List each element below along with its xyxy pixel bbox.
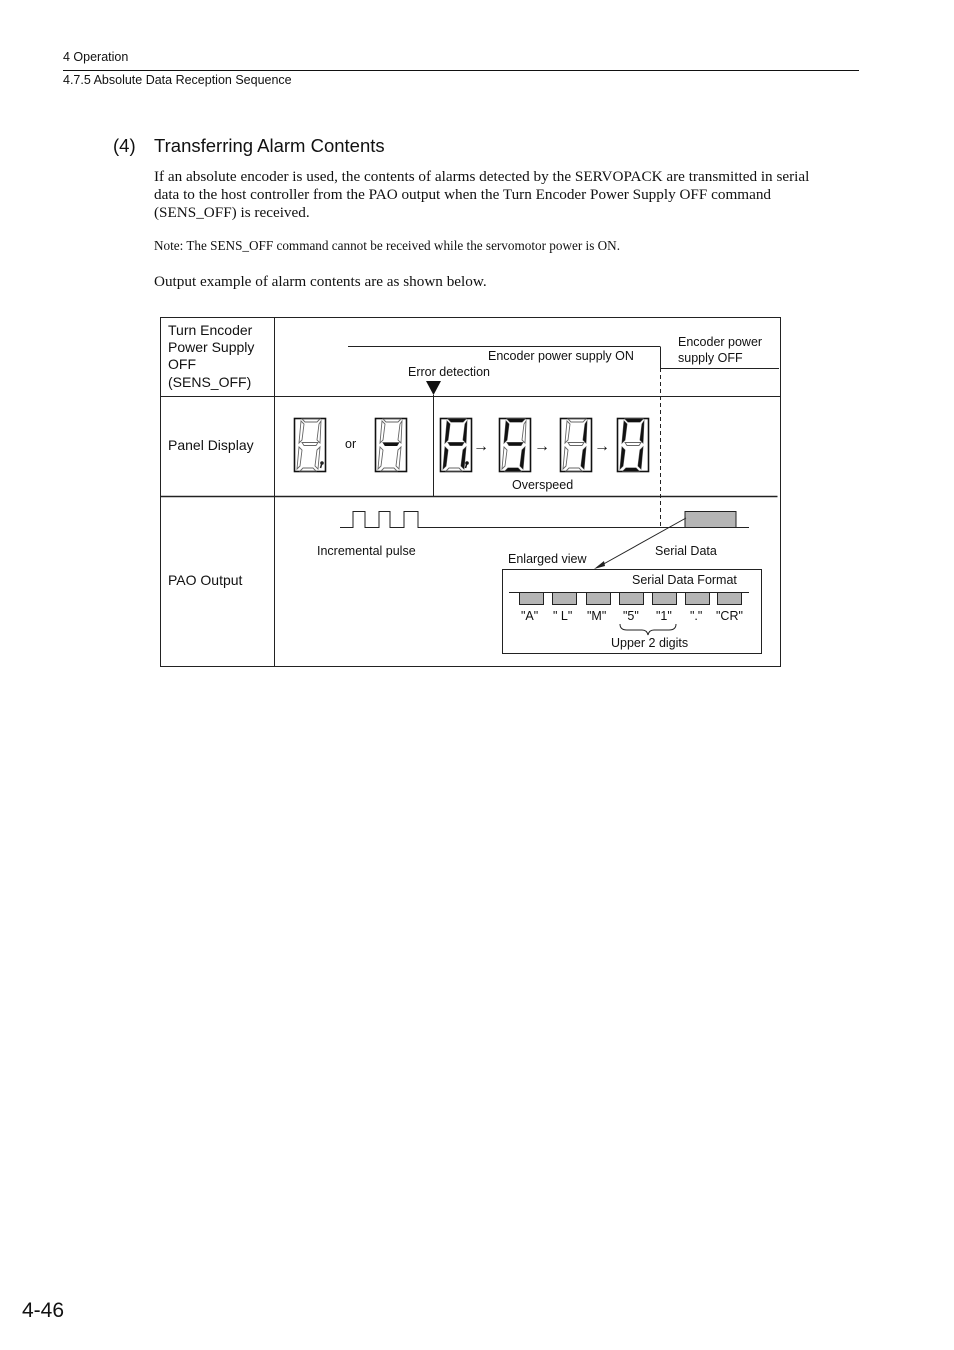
- encoder-on-label: Encoder power supply ON: [488, 349, 634, 363]
- paragraph-line-3: (SENS_OFF) is received.: [154, 203, 310, 221]
- upper-digits-label: Upper 2 digits: [611, 636, 689, 650]
- incremental-pulse-waveform: [340, 512, 685, 528]
- digit-display-1b: [561, 419, 592, 472]
- arrow-3: →: [594, 438, 610, 455]
- or-label: or: [345, 437, 357, 451]
- note-text: Note: The SENS_OFF command cannot be received while the servomotor power is ON.: [154, 238, 620, 253]
- serial-data-block: [685, 512, 736, 528]
- enlarged-view-arrowhead: [594, 561, 605, 569]
- serial-format-cells: [520, 593, 742, 605]
- digit-display-0: [618, 419, 649, 472]
- paragraph-line-2: data to the host controller from the PAO output when the Turn Encoder Power Supply OFF command: [154, 185, 772, 203]
- digit-display-5: [500, 419, 531, 472]
- row-label-sens-off-3: OFF: [168, 356, 196, 372]
- paragraph-line-1: If an absolute encoder is used, the contents of alarms detected by the SERVOPACK are transmitted in serial: [154, 168, 810, 185]
- arrow-2: →: [534, 438, 550, 455]
- serial-format-title: Serial Data Format: [632, 573, 737, 587]
- digit-display-2: [376, 419, 407, 472]
- row-label-sens-off-1: Turn Encoder: [168, 322, 253, 338]
- incremental-pulse-label: Incremental pulse: [317, 544, 416, 558]
- encoder-off-label-2: supply OFF: [678, 351, 743, 365]
- serial-char-cr: "CR": [716, 609, 743, 623]
- serial-char-a: "A": [521, 609, 539, 623]
- example-intro: Output example of alarm contents are as shown below.: [154, 273, 487, 290]
- digit-display-1: [295, 419, 326, 472]
- row-label-panel-display: Panel Display: [168, 437, 254, 453]
- enlarged-view-label: Enlarged view: [508, 552, 587, 566]
- page-number: 4-46: [22, 1299, 65, 1322]
- arrow-1: →: [473, 438, 489, 455]
- serial-char-l: " L": [553, 609, 573, 623]
- enlarged-view-arrow: [600, 518, 686, 566]
- encoder-off-label-1: Encoder power: [678, 335, 763, 349]
- digit-display-a: [441, 419, 472, 472]
- serial-char-5: "5": [623, 609, 639, 623]
- header-chapter: 4 Operation: [63, 50, 129, 64]
- overspeed-label: Overspeed: [512, 478, 574, 492]
- serial-char-dot: ".": [690, 609, 703, 623]
- header-section: 4.7.5 Absolute Data Reception Sequence: [63, 73, 292, 87]
- serial-data-label: Serial Data: [655, 544, 717, 558]
- row-label-pao-output: PAO Output: [168, 572, 243, 588]
- error-detection-label: Error detection: [408, 365, 490, 379]
- section-title: Transferring Alarm Contents: [154, 135, 385, 156]
- section-number: (4): [113, 135, 136, 156]
- error-detection-marker: [426, 381, 441, 395]
- serial-char-1: "1": [656, 609, 672, 623]
- serial-char-m: "M": [587, 609, 607, 623]
- row-label-sens-off-2: Power Supply: [168, 339, 255, 355]
- row-label-sens-off-4: (SENS_OFF): [168, 374, 252, 390]
